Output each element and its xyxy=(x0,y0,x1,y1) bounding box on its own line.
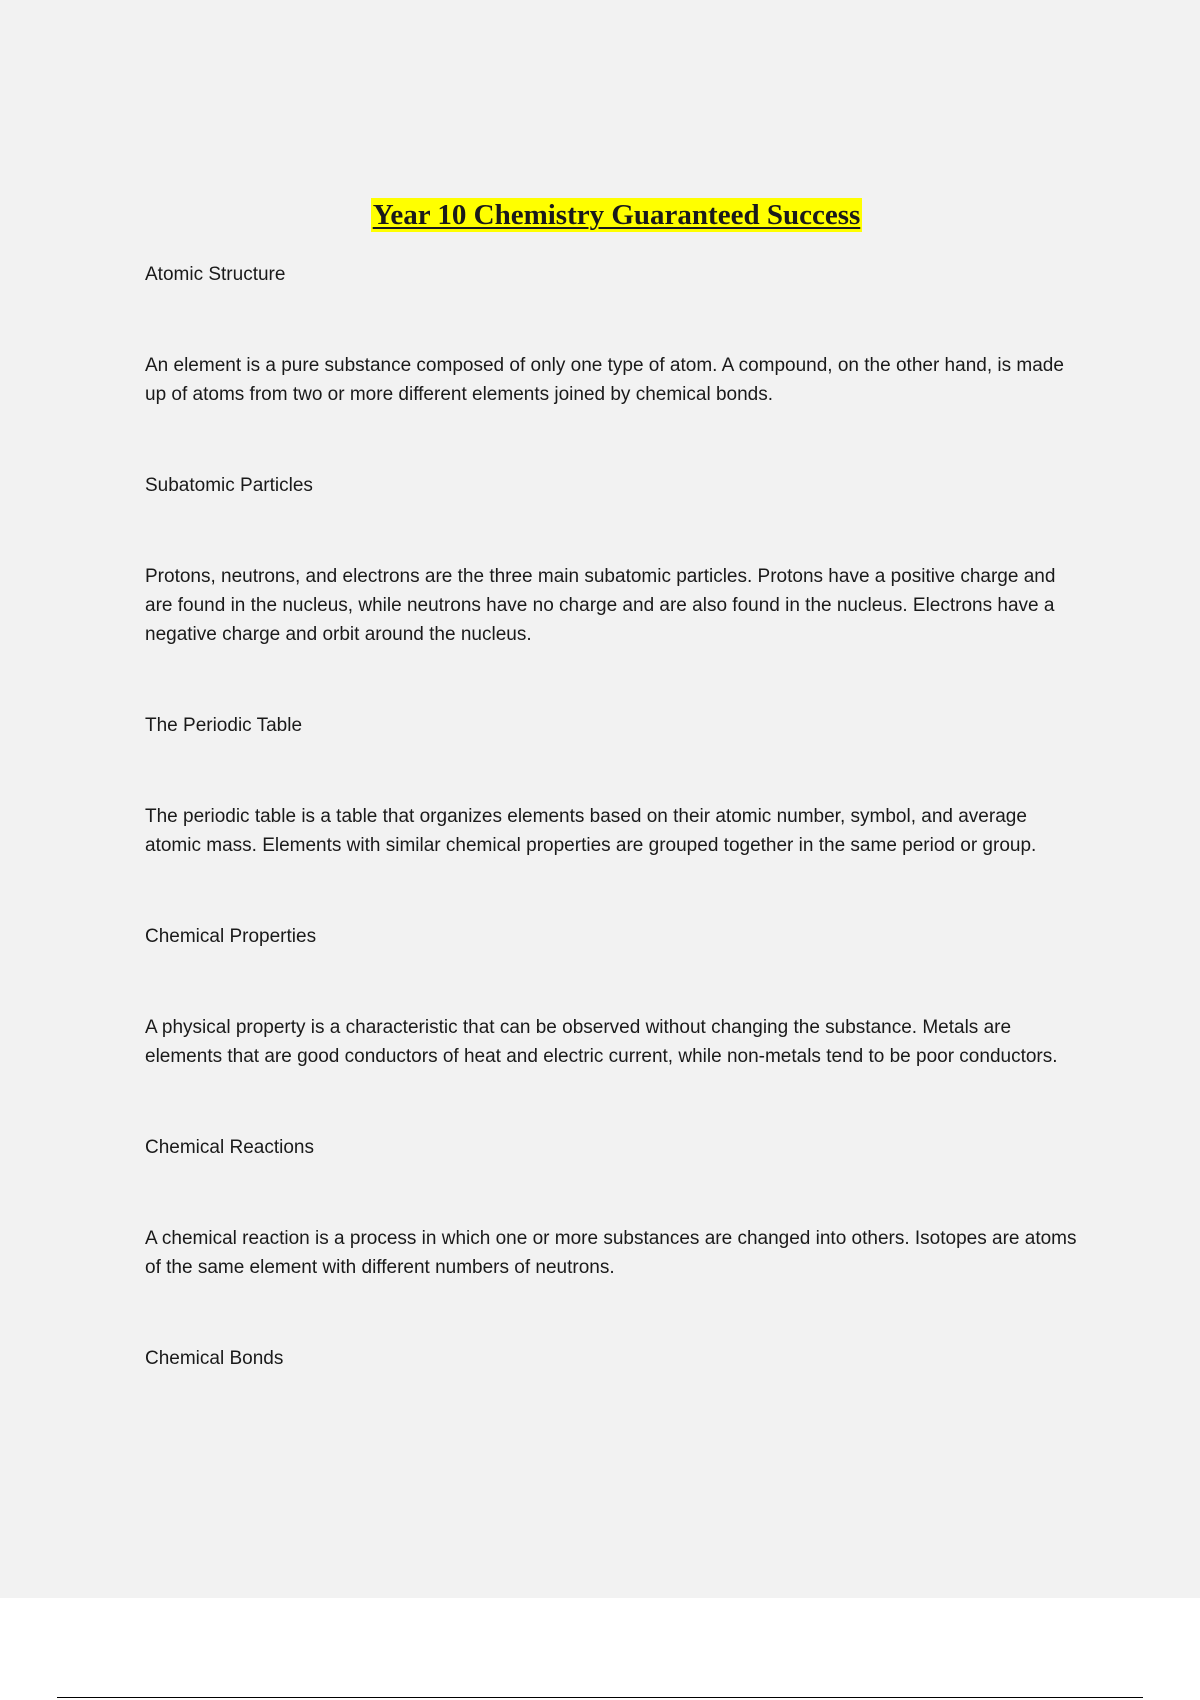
section-text-subatomic-particles: Protons, neutrons, and electrons are the three main subatomic particles. Protons have a positive charge and are found in the nucleus, while neutrons have no charge and are also found in the nucleus. Electrons have a negative charge and orbit around the nucleus. xyxy=(145,566,1056,645)
section-text-chemical-reactions: A chemical reaction is a process in which one or more substances are changed into others. Isotopes are atoms of the same element with different numbers of neutrons. xyxy=(145,1228,1077,1278)
page-divider-line xyxy=(57,1697,1143,1698)
document-title-text: Year 10 Chemistry Guaranteed Success xyxy=(372,199,861,231)
section-heading-periodic-table: The Periodic Table xyxy=(145,715,303,736)
document-body xyxy=(145,260,1085,1373)
section-text-chemical-properties: A physical property is a characteristic that can be observed without changing the substance. Metals are elements that are good conductors of heat and electric current, while non-metals tend to be poor conductors. xyxy=(145,1017,1058,1067)
section-heading-chemical-properties: Chemical Properties xyxy=(145,926,317,947)
section-text-periodic-table: The periodic table is a table that organizes elements based on their atomic number, symbol, and average atomic mass. Elements with similar chemical properties are grouped together in the same period or group. xyxy=(145,806,1037,856)
section-heading-chemical-reactions: Chemical Reactions xyxy=(145,1137,314,1158)
section-heading-atomic-structure: Atomic Structure xyxy=(145,264,286,285)
section-text-atomic-structure: An element is a pure substance composed of only one type of atom. A compound, on the other hand, is made up of atoms from two or more different elements joined by chemical bonds. xyxy=(145,355,1064,405)
section-heading-chemical-bonds: Chemical Bonds xyxy=(145,1348,284,1369)
section-heading-subatomic-particles: Subatomic Particles xyxy=(145,475,313,496)
document-title xyxy=(0,198,1200,232)
